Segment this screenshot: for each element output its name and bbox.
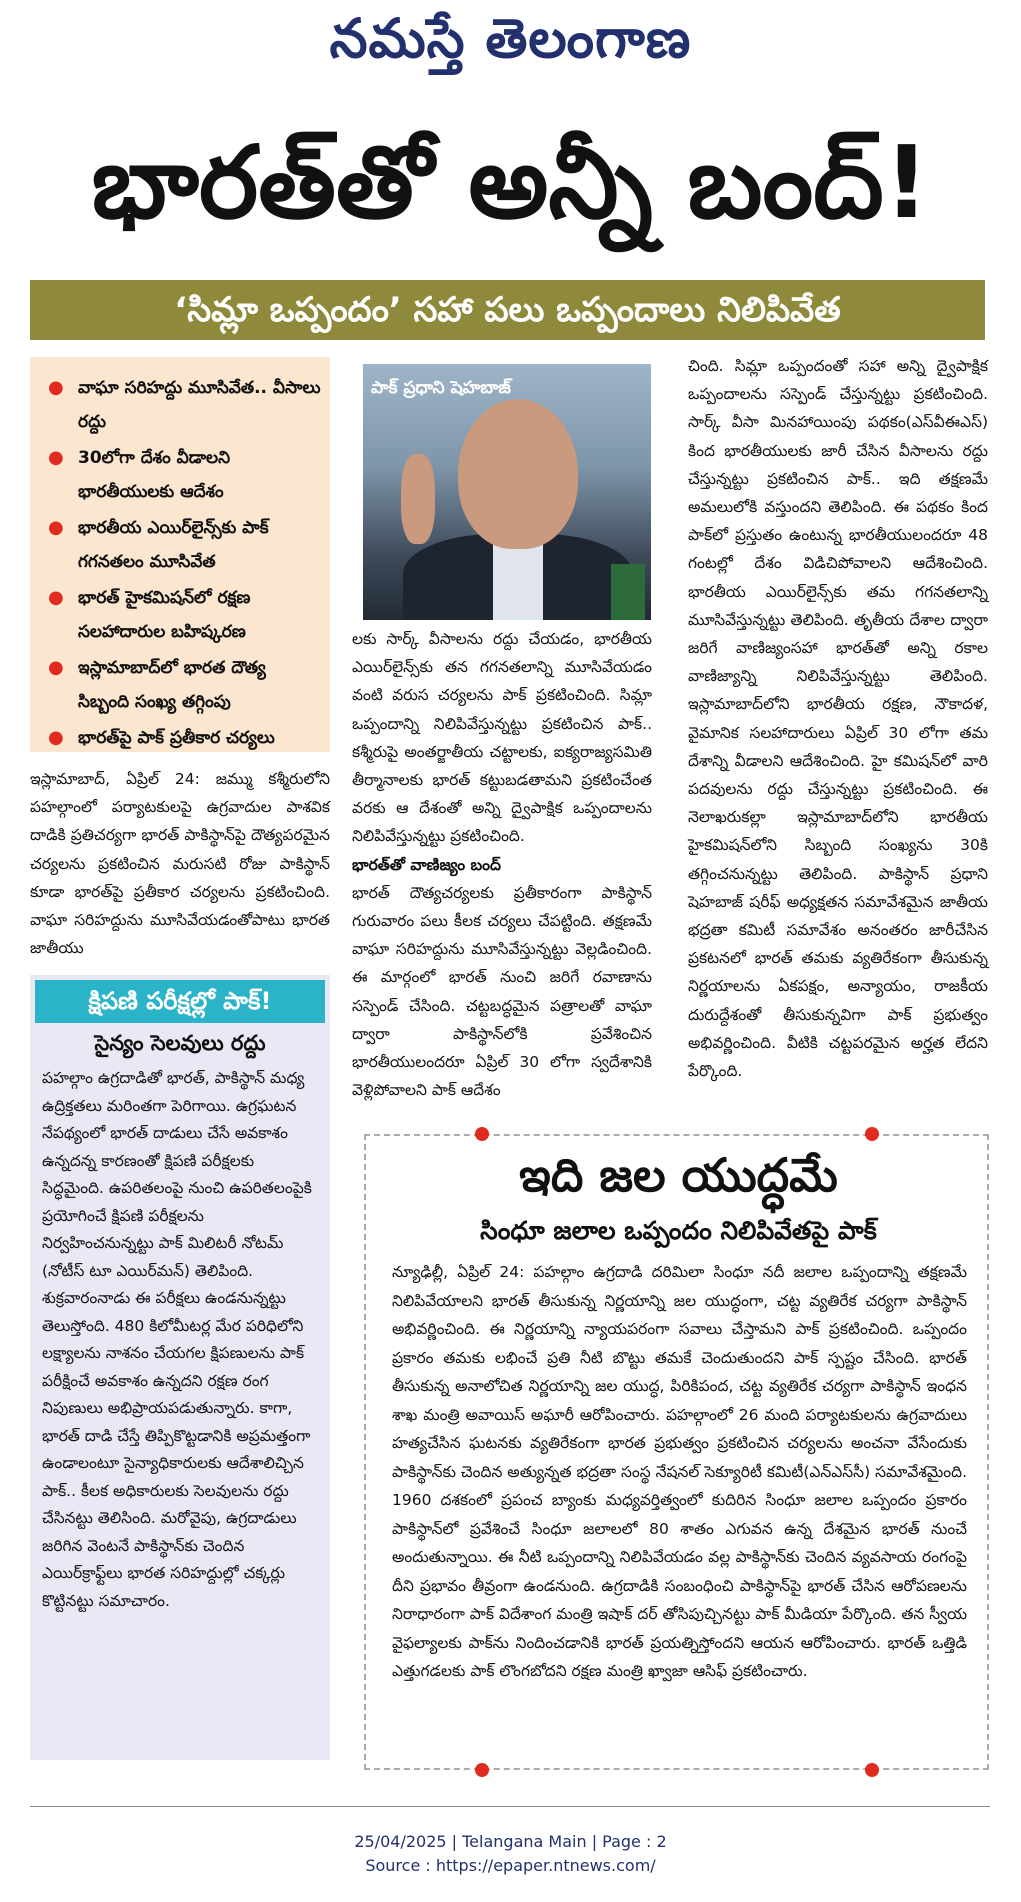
bullet-icon: ●	[48, 657, 64, 678]
sidebar-tag: క్షిపణి పరీక్షల్లో పాక్!	[35, 980, 325, 1023]
bullet-icon: ●	[48, 727, 64, 748]
footer-divider	[30, 1806, 990, 1807]
sidebar-heading: సైన్యం సెలవులు రద్దు	[94, 1031, 266, 1055]
water-war-box	[364, 1134, 989, 1770]
article-subheading: భారత్‌తో వాణిజ్యం బంద్	[352, 855, 501, 874]
bullet-item: ● భారత్‌పై పాక్ ప్రతీకార చర్యలు	[48, 721, 322, 755]
pm-photo	[363, 364, 651, 620]
bullet-item: ● భారత్ హైకమిషన్‌లో రక్షణ సలహాదారుల బహిష్కరణ	[48, 581, 322, 649]
footer-source-link[interactable]: Source : https://epaper.ntnews.com/	[365, 1856, 656, 1875]
photo-face	[458, 399, 578, 549]
photo-hand	[401, 454, 435, 544]
article-paragraph: లకు సార్క్ వీసాలను రద్దు చేయడం, భారతీయ ఎయిర్‌లైన్స్‌కు తన గగనతలాన్ని మూసివేయడం వంటి వరుస చర్యలను పాక్ ప్రకటించింది. సిమ్లా ఒప్పందాన్ని నిలిపివేస్తున్నట్టు ప్రకటించిన పాక్.. కశ్మీరుపై అంతర్జాతీయ చట్టాలకు, ఐక్యరాజ్యసమితి తీర్మానాలకు భారత్ కట్టుబడతామని ప్రకటించేంత వరకు ఆ దేశంతో అన్ని ద్వైపాక్షిక ఒప్పందాలను నిలిపివేస్తున్నట్టు ప్రకటించింది.	[352, 630, 652, 846]
red-dot-icon	[475, 1127, 489, 1141]
bullet-item: ● 30లోగా దేశం వీడాలని భారతీయులకు ఆదేశం	[48, 441, 322, 509]
red-dot-icon	[865, 1763, 879, 1777]
bullet-item: ● వాఘా సరిహద్దు మూసివేత.. వీసాలు రద్దు	[48, 371, 322, 439]
article-paragraph: ఇస్లామాబాద్, ఏప్రిల్ 24: జమ్ము కశ్మీరులోని పహల్గాంలో పర్యాటకులపై ఉగ్రవాదుల పాశవిక దాడికి ప్రతిచర్యగా భారత్ పాకిస్థాన్‌పై దౌత్యపరమైన చర్యలను ప్రకటించిన మరుసటి రోజు పాకిస్థాన్ కూడా భారత్‌పై ప్రతీకార చర్యలను ప్రకటించింది. వాఘా సరిహద్దును మూసివేయడంతోపాటు భారత జాతీయు	[30, 770, 330, 958]
article-paragraph: భారత్ దౌత్యచర్యలకు ప్రతీకారంగా పాకిస్థాన్ గురువారం పలు కీలక చర్యలు చేపట్టింది. తక్షణమే వాఘా సరిహద్దును మూసివేస్తున్నట్టు వెల్లడించింది. ఈ మార్గంలో భారత్ నుంచి జరిగే రవాణాను సస్పెండ్ చేసింది. చట్టబద్ధమైన పత్రాలతో వాఘా ద్వారా పాకిస్థాన్‌లోకి ప్రవేశించిన భారతీయులందరూ ఏప్రిల్ 30 లోగా స్వదేశానికి వెళ్లిపోవాలని పాక్ ఆదేశం	[352, 883, 652, 1100]
box-subtitle: సింధూ జలాల ఒప్పందం నిలిపివేతపై పాక్	[480, 1216, 877, 1245]
photo-shirt	[493, 539, 543, 620]
bullet-points-box	[30, 357, 330, 752]
footer-date-line: 25/04/2025 | Telangana Main | Page : 2	[354, 1832, 667, 1851]
bullet-icon: ●	[48, 587, 64, 608]
masthead: నమస్తే తెలంగాణ	[329, 6, 692, 70]
bullet-icon: ●	[48, 447, 64, 468]
headline: భారత్‌తో అన్నీ బంద్!	[91, 124, 930, 241]
subheadline-banner: ‘సిమ్లా ఒప్పందం’ సహా పలు ఒప్పందాలు నిలిపివేత	[30, 280, 985, 340]
bullet-icon: ●	[48, 517, 64, 538]
article-paragraph: చింది. సిమ్లా ఒప్పందంతో సహా అన్ని ద్వైపాక్షిక ఒప్పందాలను సస్పెండ్ చేస్తున్నట్టు ప్రకటించింది. సార్క్ వీసా మినహాయింపు పథకం(ఎస్‌వీఈఎస్) కింద భారతీయులకు జారీ చేసిన వీసాలను రద్దు చేస్తున్నట్టు ప్రకటించిన పాక్.. ఇది తక్షణమే అమలులోకి వస్తుందని తెలిపింది. ఈ పథకం కింద పాక్‌లో ప్రస్తుతం ఉంటున్న భారతీయులందరూ 48 గంటల్లో దేశం విడిచిపోవాలని ఆదేశించింది. భారతీయ ఎయిర్‌లైన్స్‌కు తమ గగనతలాన్ని మూసివేస్తున్నట్టు తెలిపింది. తృతీయ దేశాల ద్వారా జరిగే వాణిజ్యంసహా భారత్‌తో అన్ని రకాల వాణిజ్యాన్ని నిలిపివేస్తున్నట్టు తెలిపింది. ఇస్లామాబాద్‌లోని భారతీయ రక్షణ, నౌకాదళ, వైమానిక సలహాదారులు ఏప్రిల్ 30 లోగా తమ దేశాన్ని వీడాలని ఆదేశించింది. హై కమిషన్‌లో వారి పదవులను రద్దు చేస్తున్నట్టు ప్రకటించింది. ఈ నెలాఖరుకల్లా ఇస్లామాబాద్‌లోని భారతీయ హైకమిషన్‌లోని సిబ్బంది సంఖ్యను 30కి తగ్గించనున్నట్టు తెలిపింది. పాకిస్థాన్ ప్రధాని షెహబాజ్ షరీఫ్ అధ్యక్షతన సమావేశమైన జాతీయ భద్రతా కమిటీ సమావేశం అనంతరం జారీచేసిన ప్రకటనలో భారత్ తమకు వ్యతిరేకంగా తీసుకున్న నిర్ణయాలను ఏకపక్షం, అన్యాయం, రాజకీయ దురుద్దేశంతో తీసుకున్నవిగా పాక్ ప్రభుత్వం అభివర్ణించింది. వీటికి చట్టపరమైన అర్హత లేదని పేర్కొంది.	[688, 357, 988, 1081]
sidebar-body: పహల్గాం ఉగ్రదాడితో భారత్, పాకిస్థాన్ మధ్య ఉద్రిక్తతలు మరింతగా పెరిగాయి. ఉగ్రఘటన నేపథ్యంలో భారత్ దాడులు చేసే అవకాశం ఉన్నదన్న కారణంతో క్షిపణి పరీక్షలకు సిద్ధమైంది. ఉపరితలంపై నుంచి ఉపరితలంపైకి ప్రయోగించే క్షిపణి పరీక్షలను నిర్వహించనున్నట్టు పాక్ మిలిటరీ నోటమ్ (నోటీస్ టూ ఎయిర్‌మన్) తెలిపింది. శుక్రవారంనాడు ఈ పరీక్షలు ఉండనున్నట్టు తెలుస్తోంది. 480 కిలోమీటర్ల మేర పరిధిలోని లక్ష్యాలను నాశనం చేయగల క్షిపణులను పాక్ పరీక్షించే అవకాశం ఉన్నదని రక్షణ రంగ నిపుణులు అభిప్రాయపడుతున్నారు. కాగా, భారత్ దాడి చేస్తే తిప్పికొట్టడానికి అప్రమత్తంగా ఉండాలంటూ సైన్యాధికారులకు ఆదేశాలిచ్చిన పాక్.. కీలక అధికారులకు సెలవులను రద్దు చేసినట్టు తెలిసింది. మరోవైపు, ఉగ్రదాడులు జరిగిన వెంటనే పాకిస్థాన్‌కు చెందిన ఎయిర్‌క్రాఫ్ట్‌లు భారత సరిహద్దుల్లో చక్కర్లు కొట్టినట్టు సమాచారం.	[42, 1069, 312, 1610]
box-body: న్యూఢిల్లీ, ఏప్రిల్ 24: పహల్గాం ఉగ్రదాడి దరిమిలా సింధూ నదీ జలాల ఒప్పందాన్ని తక్షణమే నిలిపివేయాలని భారత్ తీసుకున్న నిర్ణయాన్ని జల యుద్ధంగా, చట్ట వ్యతిరేక చర్యగా పాకిస్థాన్ అభివర్ణించింది. ఈ నిర్ణయాన్ని న్యాయపరంగా సవాలు చేస్తామని పాక్ ప్రకటించింది. ఒప్పందం ప్రకారం తమకు లభించే ప్రతి నీటి బొట్టు తమకే చెందుతుందని పాక్ స్పష్టం చేసింది. భారత్ తీసుకున్న అనాలోచిత నిర్ణయాన్ని జల యుద్ధ, పిరికిపంద, చట్ట వ్యతిరేక చర్యగా పాకిస్థాన్ ఇంధన శాఖ మంత్రి అవాయిస్ అఘారీ ఆరోపించారు. పహల్గాంలో 26 మంది పర్యాటకులను ఉగ్రవాదులు హత్యచేసిన ఘటనకు వ్యతిరేకంగా భారత ప్రభుత్వం ప్రకటించిన చర్యలను అంచనా వేసేందుకు పాకిస్థాన్‌కు చెందిన అత్యున్నత భద్రతా సంస్థ నేషనల్ సెక్యూరిటీ కమిటీ(ఎన్‌ఎస్‌సీ) సమావేశమైంది. 1960 దశకంలో ప్రపంచ బ్యాంకు మధ్యవర్తిత్వంలో కుదిరిన సింధూ జలాల ఒప్పందం ప్రకారం పాకిస్థాన్‌లో ప్రవేశించే సింధూ జలాలలో 80 శాతం ఎగువన ఉన్న దేశమైన భారత్ నుంచే అందుతున్నాయి. ఈ నీటి ఒప్పందాన్ని నిలిపివేయడం వల్ల పాకిస్థాన్‌కు చెందిన వ్యవసాయ రంగంపై దీని ప్రభావం తీవ్రంగా ఉండనుంది. ఉగ్రదాడికి సంబంధించి పాకిస్థాన్‌పై భారత్ చేసిన ఆరోపణలను నిరాధారంగా పాక్ విదేశాంగ మంత్రి ఇషాక్ దర్ తోసిపుచ్చినట్టు పాక్ మీడియా పేర్కొంది. తన స్వీయ వైఫల్యాలకు పాక్‌ను నిందించడానికి భారత్ ప్రయత్నిస్తోందని ఆయన ఆరోపించారు. భారత్ ఒత్తిడి ఎత్తుగడలకు పాక్ లొంగబోదని రక్షణ మంత్రి ఖ్వాజా ఆసిఫ్ ప్రకటించారు.	[392, 1263, 967, 1680]
bullet-icon: ●	[48, 377, 64, 398]
missile-sidebar	[30, 975, 330, 1760]
article-column-1	[30, 765, 330, 962]
red-dot-icon	[475, 1763, 489, 1777]
red-dot-icon	[865, 1127, 879, 1141]
photo-flag	[611, 564, 645, 620]
box-title: ఇది జల యుద్ధమే	[519, 1148, 838, 1202]
article-column-3	[688, 352, 988, 1085]
photo-caption: పాక్ ప్రధాని షెహబాజ్	[371, 378, 511, 398]
footer	[0, 1830, 1021, 1878]
bullet-item: ● భారతీయ ఎయిర్‌లైన్స్‌కు పాక్ గగనతలం మూసివేత	[48, 511, 322, 579]
bullet-item: ● ఇస్లామాబాద్‌లో భారత దౌత్య సిబ్బంది సంఖ్య తగ్గింపు	[48, 651, 322, 719]
article-column-2	[352, 625, 652, 1104]
